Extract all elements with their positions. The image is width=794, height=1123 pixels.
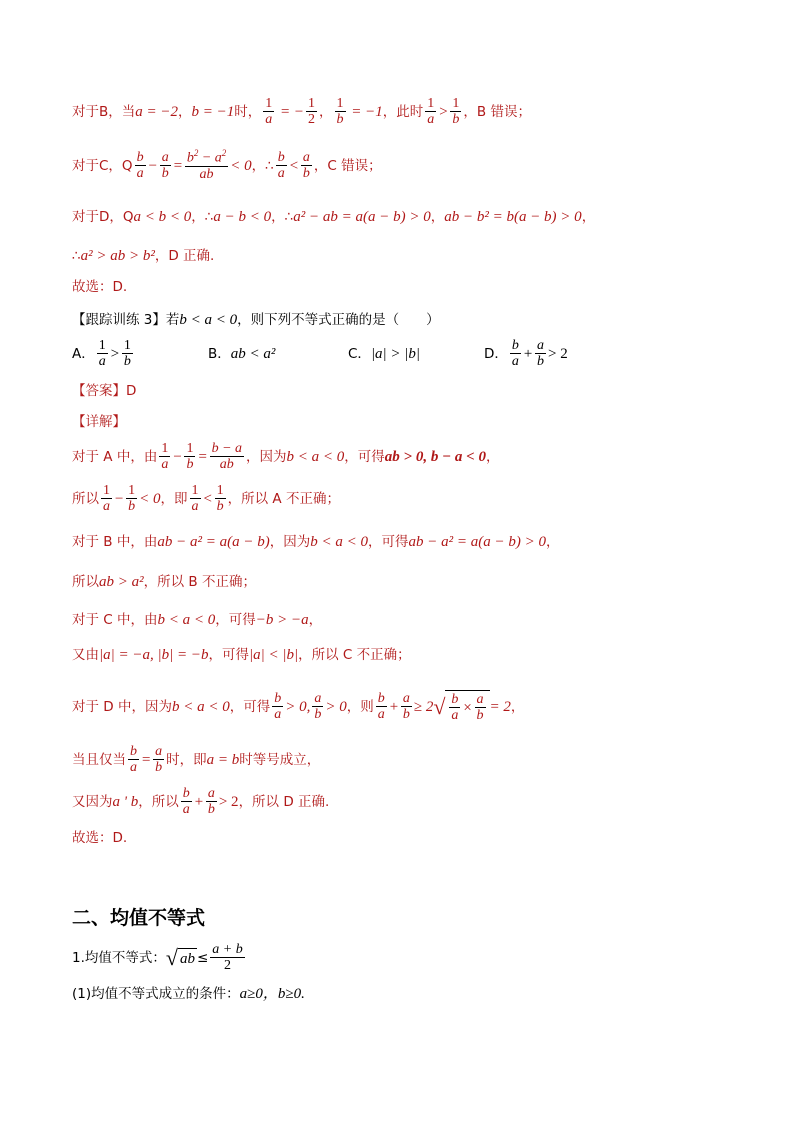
text: ∴ bbox=[265, 157, 274, 174]
fraction: $\frac{1}{a}$ bbox=[427, 96, 435, 128]
math: |a| = −a, |b| = −b bbox=[99, 647, 209, 663]
math: b < a < 0 bbox=[157, 612, 216, 628]
fraction: $\frac{a}{b}$ bbox=[314, 691, 322, 723]
text: 对于 C 中，由 bbox=[72, 611, 158, 628]
math: ab bbox=[179, 951, 195, 968]
text: 对于 A 中，由 bbox=[72, 449, 158, 466]
fraction: $\frac{b}{a}$ bbox=[274, 691, 282, 723]
text: ，因为 bbox=[269, 533, 311, 550]
text: 时，即 bbox=[166, 752, 207, 769]
math: a < b < 0 bbox=[133, 209, 192, 225]
option-a: A． $\frac{1}{a}$ > $\frac{1}{b}$ bbox=[72, 338, 131, 370]
fraction: $\frac{1}{b}$ bbox=[123, 338, 131, 370]
math: b < a < 0 bbox=[171, 699, 230, 716]
text: 【跟踪训练 3】若 bbox=[72, 311, 180, 328]
math: ab > 0, b − a < 0 bbox=[384, 449, 486, 466]
text: 当且仅当 bbox=[72, 752, 126, 769]
math: ab − a² = a(a − b) bbox=[157, 534, 270, 550]
fraction: $\frac{1}{a}$ bbox=[161, 441, 169, 473]
text: 对于C，Q bbox=[72, 157, 133, 174]
numerator: a + b bbox=[212, 942, 243, 957]
math: a² − ab = a(a − b) > 0 bbox=[293, 209, 431, 225]
fraction: $\frac{1}{b}$ bbox=[186, 441, 194, 473]
fraction: $\frac{b}{a}$ bbox=[377, 691, 385, 723]
math: ab − b² = b(a − b) > 0 bbox=[444, 209, 582, 225]
text: ， bbox=[485, 449, 500, 466]
text: 故选：D. bbox=[72, 830, 128, 846]
fraction: $\frac{a}{b}$ bbox=[155, 744, 163, 776]
fraction: $\frac{1}{b}$ bbox=[452, 96, 460, 128]
fraction: $\frac{1}{b}$ bbox=[216, 483, 224, 515]
math: b < a < 0 bbox=[179, 312, 238, 328]
detail-d-line1: 对于 D 中，因为 b < a < 0 ，可得 $\frac{b}{a}$ > 0, $\frac{a}{b}$ > 0 ，则 $\frac{b}{a}$ + $\frac{a}{b}$ ≥ 2 √ $\frac{b}{a}$ × $\frac{a}{b}$ = 2 ， bbox=[72, 691, 525, 724]
square-root: √ ab bbox=[165, 945, 195, 971]
text: ，则下列不等式正确的是（ ） bbox=[237, 311, 440, 328]
choose-answer-2 bbox=[72, 830, 127, 846]
detail-label bbox=[72, 414, 126, 430]
math: b < a < 0 bbox=[310, 534, 368, 550]
math: a≥0，b≥0. bbox=[239, 986, 305, 1002]
text: 对于B，当 bbox=[72, 104, 136, 121]
option-label: D． bbox=[484, 346, 508, 363]
text: 时等号成立， bbox=[239, 752, 321, 769]
option-label: C． bbox=[348, 346, 371, 363]
math: a − b < 0 bbox=[213, 209, 272, 225]
section-heading: 二、均值不等式 bbox=[72, 907, 206, 929]
math: ab > a² bbox=[99, 574, 144, 590]
text: ∴ bbox=[72, 247, 81, 264]
text: ，所以 A 不正确； bbox=[227, 491, 340, 508]
option-d-analysis bbox=[72, 208, 595, 226]
text: 又因为 bbox=[72, 794, 113, 811]
fraction bbox=[210, 942, 244, 974]
option-d-conclusion bbox=[72, 247, 214, 265]
fraction: $\frac{b^2 - a^2}{ab}$ bbox=[186, 148, 227, 183]
text: ， bbox=[178, 104, 192, 121]
text: ， bbox=[581, 208, 596, 225]
text: ，可得 bbox=[229, 699, 271, 716]
text: ，∴ bbox=[271, 208, 294, 225]
math: −b > −a bbox=[255, 612, 309, 628]
text: ，此时 bbox=[382, 104, 424, 121]
math: a = b bbox=[206, 752, 240, 769]
text: 所以 bbox=[72, 573, 99, 590]
fraction: $\frac{b}{a}$ bbox=[136, 149, 144, 182]
fraction: $\frac{a}{b}$ bbox=[537, 338, 545, 370]
text: 对于D，Q bbox=[72, 208, 134, 225]
text: 1.均值不等式： bbox=[72, 950, 166, 967]
option-c-analysis: 对于C，Q $\frac{b}{a}$ − $\frac{a}{b}$ = $\frac{b^2 - a^2}{ab}$ < 0 ， ∴ $\frac{b}{a}$ < $\frac{a}{b}$ ，C 错误； bbox=[72, 148, 382, 183]
denominator: 2 bbox=[224, 958, 231, 974]
detail-a-line1: 对于 A 中，由 $\frac{1}{a}$ − $\frac{1}{b}$ = $\frac{b - a}{ab}$ ，因为 b < a < 0 ，可得 ab > 0, b − a < 0 ， bbox=[72, 441, 500, 473]
fraction: $\frac{b}{a}$ bbox=[182, 786, 190, 818]
fraction: $\frac{a}{b}$ bbox=[207, 786, 215, 818]
text: ，因为 bbox=[246, 449, 287, 466]
fraction: $\frac{a}{b}$ bbox=[161, 149, 169, 182]
option-d: D． $\frac{b}{a}$ + $\frac{a}{b}$ > 2 bbox=[484, 338, 568, 370]
answer-label bbox=[72, 383, 136, 399]
math: ab − a² = a(a − b) > 0 bbox=[408, 534, 546, 550]
text: ，可得 bbox=[208, 646, 249, 663]
mean-inequality-formula bbox=[72, 942, 247, 974]
math: a² > ab > b² bbox=[80, 248, 155, 264]
text: (1)均值不等式成立的条件： bbox=[72, 985, 240, 1002]
fraction: $\frac{b}{a}$ bbox=[277, 149, 285, 182]
text: ， bbox=[510, 699, 525, 716]
math: |a| > |b| bbox=[370, 346, 421, 363]
text: ，则 bbox=[346, 699, 374, 716]
fraction: $\frac{1}{a}$ bbox=[98, 338, 106, 370]
exercise-options bbox=[72, 338, 568, 370]
detail-d-line2: 当且仅当 $\frac{b}{a}$ = $\frac{a}{b}$ 时，即 a = b 时等号成立， bbox=[72, 744, 321, 776]
text: 对于 D 中，因为 bbox=[72, 699, 172, 716]
text: 对于 B 中，由 bbox=[72, 533, 158, 550]
fraction: $\frac{1}{2}$ bbox=[308, 96, 316, 128]
fraction: $\frac{b - a}{ab}$ bbox=[211, 441, 243, 473]
text: ， bbox=[319, 104, 333, 121]
fraction: $\frac{1}{b}$ bbox=[128, 483, 136, 515]
math: ≤ bbox=[196, 950, 209, 967]
fraction: $\frac{1}{a}$ bbox=[265, 96, 273, 128]
detail-c-line1 bbox=[72, 611, 322, 629]
text: ，所以 C 不正确； bbox=[298, 646, 411, 663]
fraction: $\frac{1}{b}$ bbox=[336, 96, 344, 128]
text: 故选：D. bbox=[72, 279, 128, 295]
math: > 2 bbox=[218, 794, 239, 811]
text: 【详解】 bbox=[72, 414, 126, 430]
text: ，可得 bbox=[344, 449, 385, 466]
fraction: $\frac{b}{a}$ bbox=[511, 338, 519, 370]
math: > 2 bbox=[548, 346, 568, 363]
math: |a| < |b| bbox=[248, 647, 299, 663]
option-b bbox=[208, 345, 348, 363]
text: ， bbox=[545, 533, 560, 550]
option-label: A． bbox=[72, 346, 95, 363]
text: ，B 错误； bbox=[463, 104, 531, 121]
text: 所以 bbox=[72, 491, 99, 508]
math: b < a < 0 bbox=[286, 449, 345, 466]
exercise-question bbox=[72, 311, 440, 329]
option-c bbox=[348, 345, 484, 363]
square-root: √ $\frac{b}{a}$ × $\frac{a}{b}$ bbox=[433, 690, 489, 724]
text: ， bbox=[308, 611, 323, 628]
text: ，所以 B 不正确； bbox=[143, 573, 256, 590]
text: ， bbox=[251, 157, 266, 174]
text: ，即 bbox=[160, 491, 188, 508]
text: ，所以 D 正确. bbox=[238, 794, 330, 811]
fraction: $\frac{1}{a}$ bbox=[103, 483, 110, 515]
fraction: $\frac{b}{a}$ bbox=[130, 744, 137, 776]
text: ，C 错误； bbox=[313, 157, 382, 174]
text: ，∴ bbox=[191, 208, 214, 225]
math: ab < a² bbox=[230, 346, 276, 363]
detail-d-line3: 又因为 a ʹ b ，所以 $\frac{b}{a}$ + $\frac{a}{b}$ > 2 ，所以 D 正确. bbox=[72, 786, 330, 818]
detail-a-line2: 所以 $\frac{1}{a}$ − $\frac{1}{b}$ < 0 ，即 $\frac{1}{a}$ < $\frac{1}{b}$ ，所以 A 不正确； bbox=[72, 483, 340, 515]
fraction: $\frac{1}{a}$ bbox=[191, 483, 199, 515]
text: ，可得 bbox=[215, 611, 256, 628]
option-label: B． bbox=[208, 346, 231, 363]
fraction: $\frac{a}{b}$ bbox=[302, 149, 310, 182]
detail-b-line1 bbox=[72, 533, 559, 551]
text: ，所以 bbox=[138, 794, 179, 811]
text: 【答案】D bbox=[72, 383, 137, 399]
text: ，D 正确. bbox=[154, 247, 215, 264]
detail-b-line2 bbox=[72, 573, 256, 591]
math: a ʹ b bbox=[112, 794, 139, 811]
choose-answer-1 bbox=[72, 279, 127, 295]
math: b = −1 bbox=[191, 104, 235, 121]
option-b-analysis: 对于B，当 a = −2 ， b = −1 时， $\frac{1}{a}$ = − $\frac{1}{2}$ ， $\frac{1}{b}$ = −1 ，此时 $\frac{1}{a}$ > $\frac{1}{b}$ ，B 错误； bbox=[72, 96, 531, 128]
mean-inequality-condition bbox=[72, 985, 305, 1003]
math: a = −2 bbox=[135, 104, 179, 121]
text: 时， bbox=[234, 104, 262, 121]
fraction: $\frac{a}{b}$ bbox=[402, 691, 410, 723]
text: 又由 bbox=[72, 646, 99, 663]
math: = 2 bbox=[489, 699, 511, 716]
text: ， bbox=[430, 208, 445, 225]
text: ，可得 bbox=[367, 533, 409, 550]
detail-c-line2 bbox=[72, 646, 411, 664]
